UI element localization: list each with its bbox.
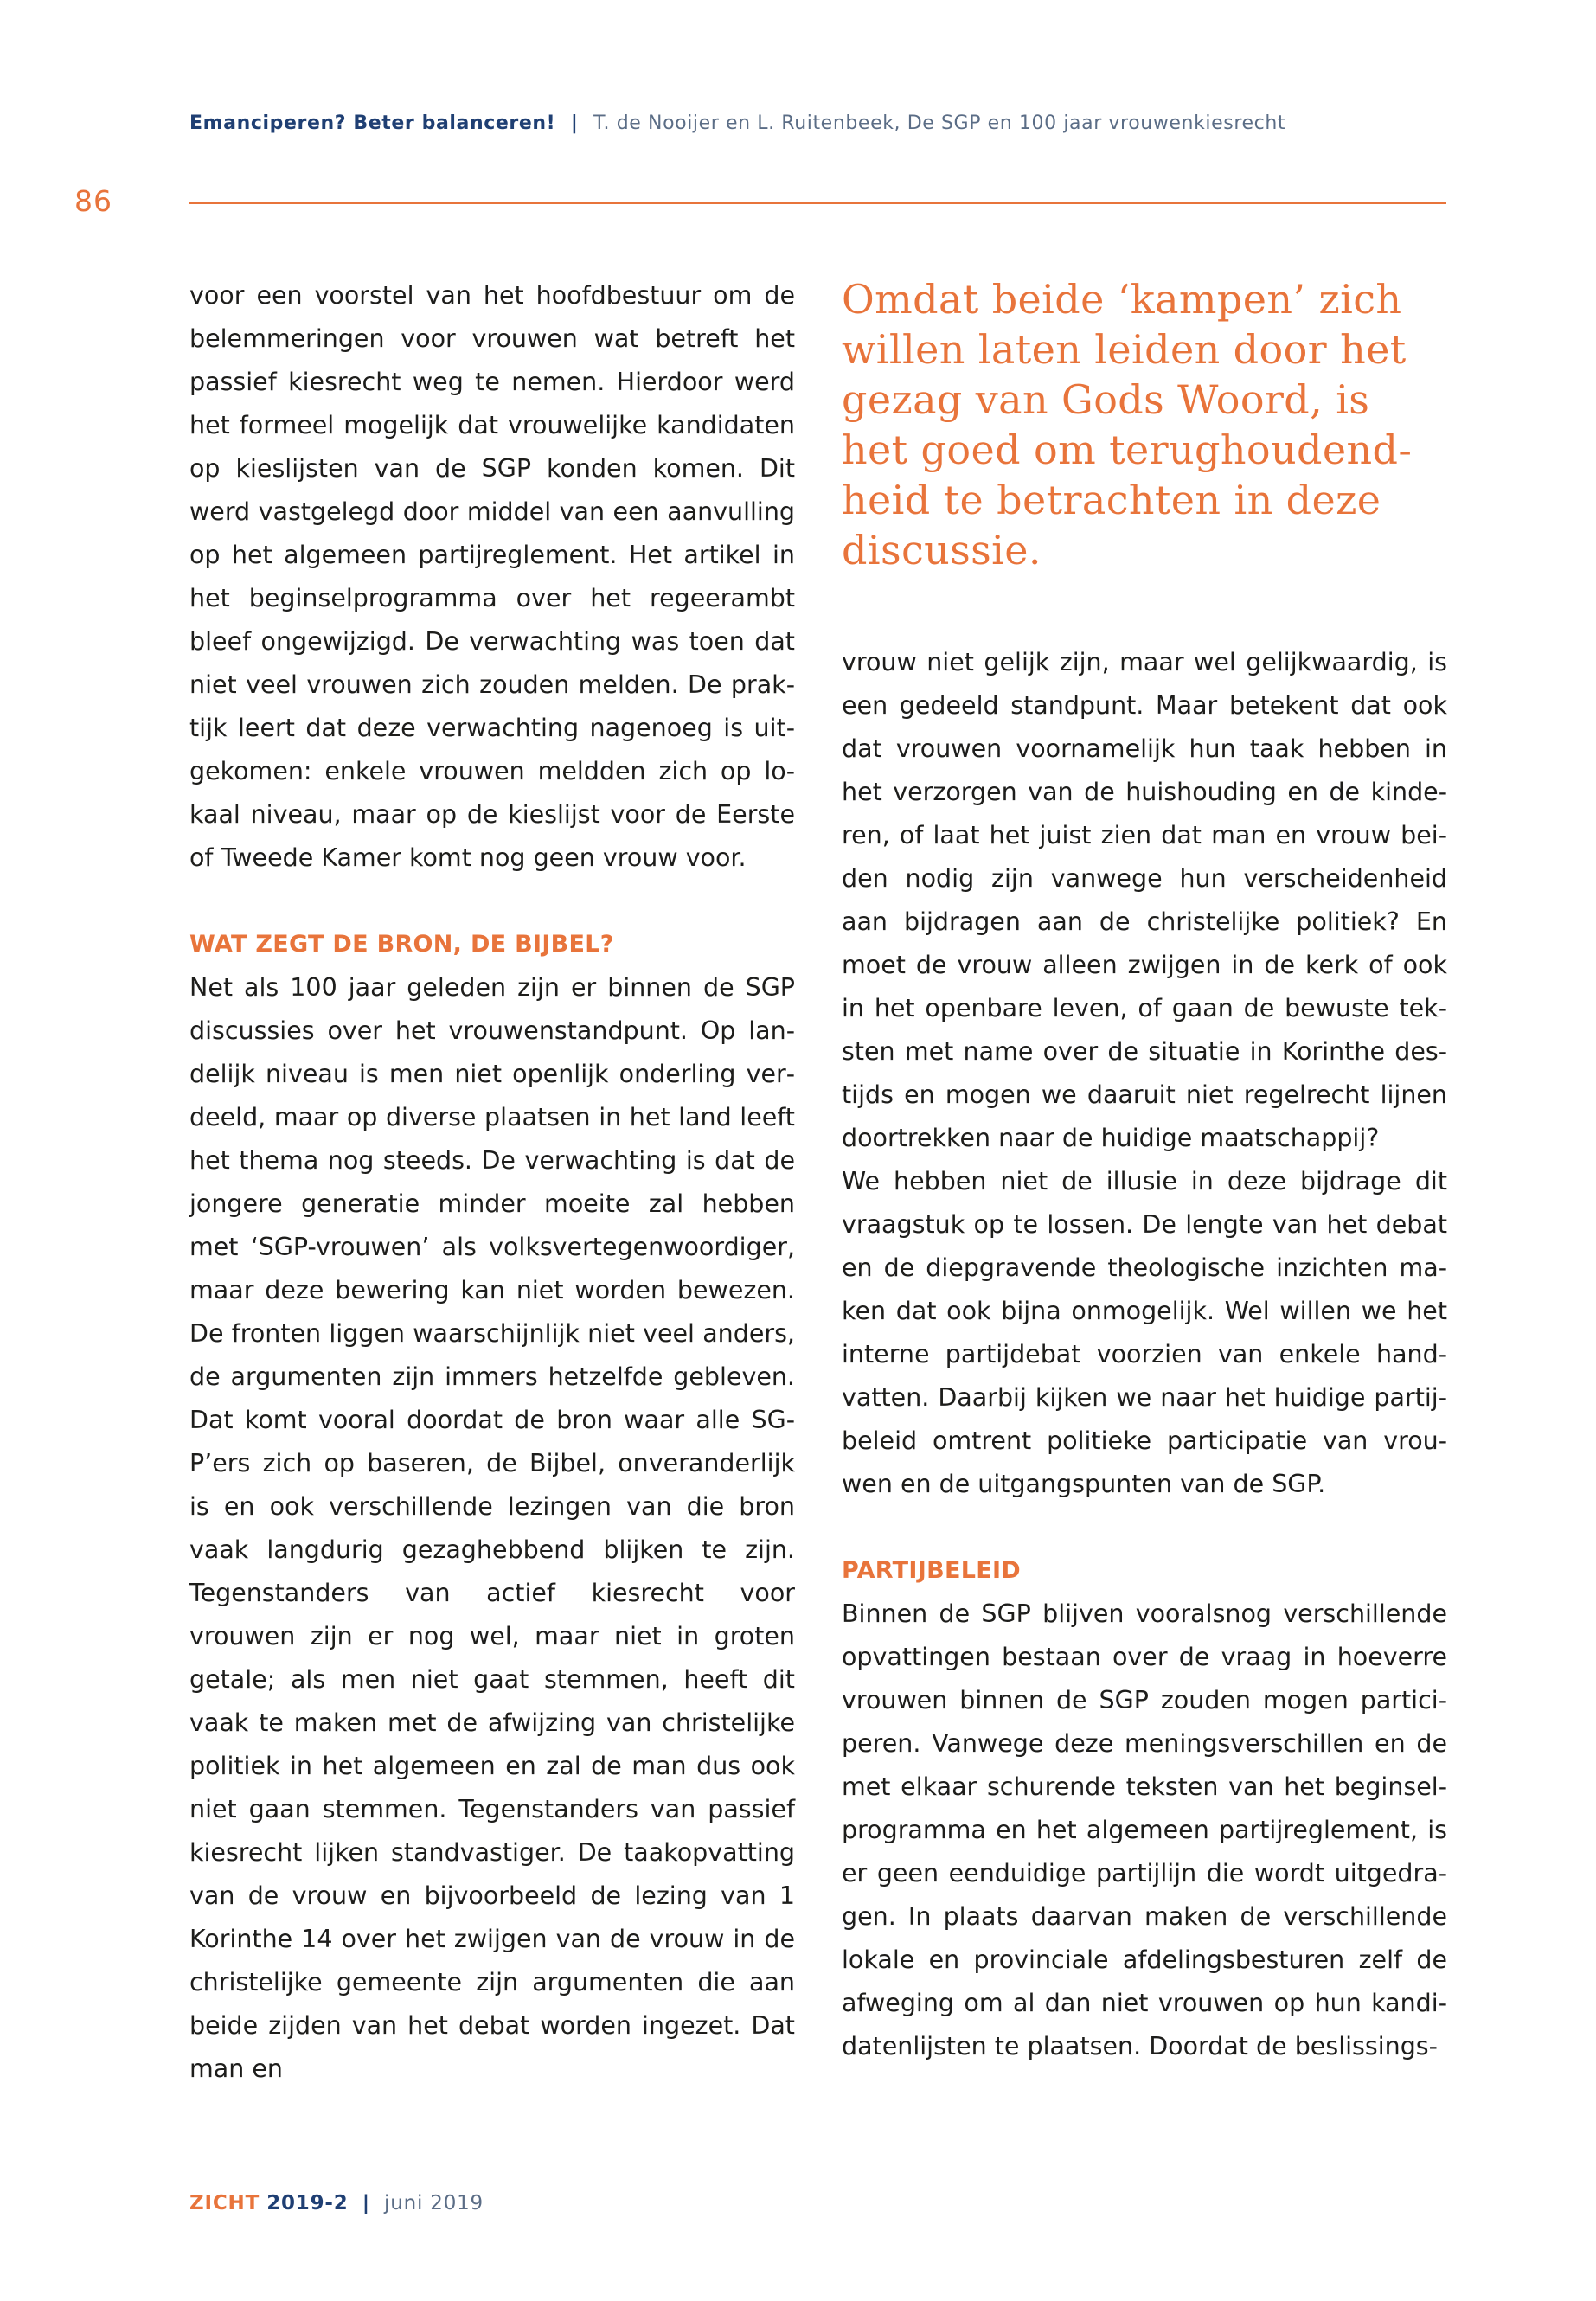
header-title: Emanciperen? Beter balanceren! [189, 112, 556, 134]
footer [189, 2192, 484, 2214]
footer-separator: | [362, 2192, 370, 2214]
body-paragraph: voor een voorstel van het hoofdbestuur om de belemmeringen voor vrouwen wat betreft het passief kiesrecht weg te nemen. Hierdoor werd het formeel mogelijk dat vrouwelijke kandidaten op kieslijsten van de SGP konden komen. Dit werd vastgelegd door middel van een aanvulling op het algemeen partijreglement. Het artikel in het beginselprogramma over het regeerambt bleef ongewijzigd. De verwachting was toen dat niet veel vrouwen zich zouden melden. De praktijk leert dat deze verwachting nagenoeg is uitgekomen: enkele vrouwen meldden zich op lokaal niveau, maar op de kieslijst voor de Eerste of Tweede Kamer komt nog geen vrouw voor. [189, 281, 795, 872]
paragraph-gap [842, 1506, 1447, 1549]
header-rule [189, 202, 1446, 204]
header-separator: | [570, 112, 579, 134]
body-paragraph: Net als 100 jaar geleden zijn er binnen de SGP discussies over het vrouwenstandpunt. Op landelijk niveau is men niet openlijk onderling verdeeld, maar op diverse plaatsen in het land leeft het thema nog steeds. De verwachting is dat de jongere generatie minder moeite zal hebben met ‘SGP-vrouwen’ als volksvertegenwoordiger, maar deze bewering kan niet worden bewezen. De fronten liggen waarschijnlijk niet veel anders, de argumenten zijn immers hetzelfde gebleven. Dat komt vooral doordat de bron waar alle SGP’ers zich op baseren, de Bijbel, onveranderlijk is en ook verschillende lezingen van die bron vaak langdurig gezaghebbend blijken te zijn. Tegenstanders van actief kiesrecht voor vrouwen zijn er nog wel, maar niet in groten getale; als men niet gaat stemmen, heeft dit vaak te maken met de afwijzing van christelijke politiek in het algemeen en zal de man dus ook niet gaan stemmen. Tegenstanders van passief kiesrecht lijken standvastiger. De taakopvatting van de vrouw en bijvoorbeeld de lezing van 1 Korinthe 14 over het zwijgen van de vrouw in de christelijke gemeente zijn argumenten die aan beide zijden van het debat worden ingezet. Dat man en [189, 973, 795, 2083]
left-column [189, 274, 795, 2091]
section-heading: PARTIJBELEID [842, 1557, 1022, 1584]
pull-quote: Omdat beide ‘kampen’ zich willen laten leiden door het gezag van Gods Woord, is het goed om terughoudendheid te betrachten in deze discussie. [842, 276, 1412, 574]
running-header [189, 112, 1487, 134]
footer-date: juni 2019 [384, 2192, 484, 2214]
body-paragraph: vrouw niet gelijk zijn, maar wel gelijkwaardig, is een gedeeld standpunt. Maar betekent dat ook dat vrouwen voornamelijk hun taak hebben in het verzorgen van de huishouding en de kinderen, of laat het juist zien dat man en vrouw beiden nodig zijn vanwege hun verscheidenheid aan bijdragen aan de christelijke politiek? En moet de vrouw alleen zwijgen in de kerk of ook in het openbare leven, of gaan de bewuste teksten met name over de situatie in Korinthe destijds en mogen we daaruit niet regelrecht lijnen doortrekken naar de huidige maatschappij? [842, 648, 1447, 1152]
body-paragraph: Binnen de SGP blijven vooralsnog verschillende opvattingen bestaan over de vraag in hoeverre vrouwen binnen de SGP zouden mogen participeren. Vanwege deze meningsverschillen en de met elkaar schurende teksten van het beginselprogramma en het algemeen partijreglement, is er geen eenduidige partijlijn die wordt uitgedragen. In plaats daarvan maken de verschillende lokale en provinciale afdelingsbesturen zelf de afweging om al dan niet vrouwen op hun kandidatenlijsten te plaatsen. Doordat de beslissings- [842, 1599, 1447, 2061]
right-column [842, 274, 1447, 2068]
page-number: 86 [74, 184, 112, 218]
header-authors: T. de Nooijer en L. Ruitenbeek, De SGP en 100 jaar vrouwenkiesrecht [593, 112, 1286, 134]
footer-issue: 2019-2 [266, 2192, 349, 2214]
footer-magazine: ZICHT [189, 2192, 260, 2214]
section-heading: WAT ZEGT DE BRON, DE BIJBEL? [189, 931, 614, 958]
paragraph-gap [189, 880, 795, 923]
body-paragraph: We hebben niet de illusie in deze bijdrage dit vraagstuk op te lossen. De lengte van het debat en de diepgravende theologische inzichten maken dat ook bijna onmogelijk. Wel willen we het interne partijdebat voorzien van enkele handvatten. Daarbij kijken we naar het huidige partijbeleid omtrent politieke participatie van vrouwen en de uitgangspunten van de SGP. [842, 1167, 1447, 1498]
pull-quote-gap [842, 575, 1447, 641]
